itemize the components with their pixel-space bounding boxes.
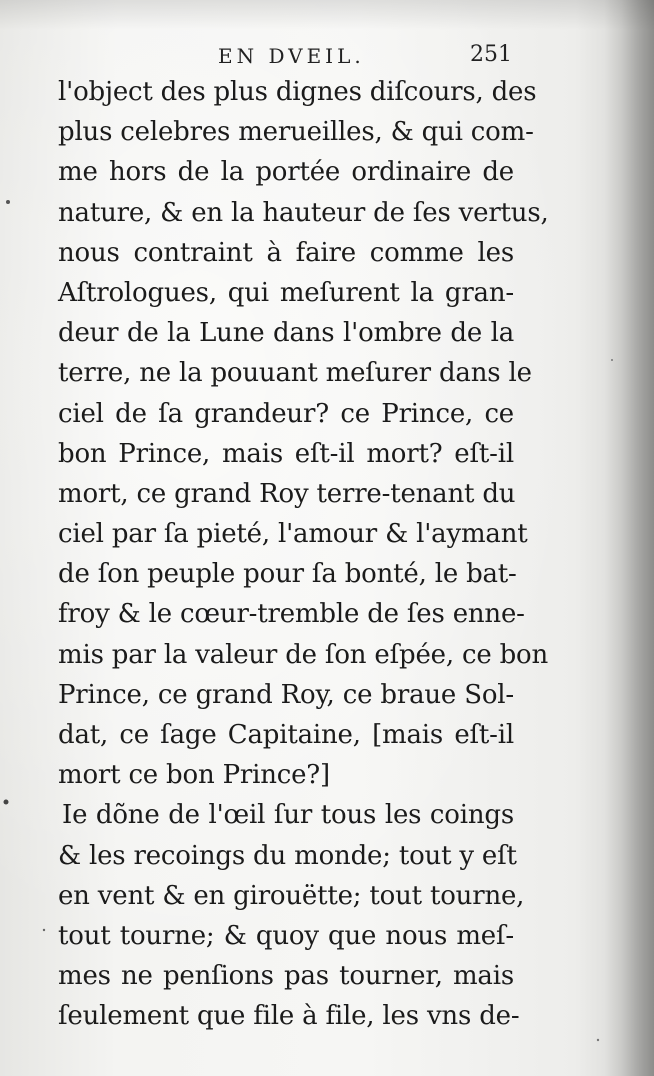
text-line: nature, & en la hauteur de ſes vertus, (58, 197, 549, 228)
text-line: & les recoings du monde; tout y eſt (58, 840, 517, 871)
paragraph-start-line: Ie dõne de l'œil ſur tous les coings (62, 800, 514, 831)
text-line: Prince, ce grand Roy, ce braue Sol- (58, 679, 514, 710)
page-edge-shadow (604, 0, 654, 1076)
text-line: nous contraint à faire comme les (58, 237, 514, 268)
text-line: plus celebres merueilles, & qui com- (58, 117, 534, 148)
text-line: de ſon peuple pour ſa bonté, le bat- (58, 559, 517, 590)
text-line: dat, ce ſage Capitaine, [mais eſt-il (58, 720, 514, 750)
text-line: mis par la valeur de ſon eſpée, ce bon (58, 639, 549, 670)
text-line: deur de la Lune dans l'ombre de la (58, 318, 514, 349)
text-line: mes ne penſions pas tourner, mais (58, 961, 514, 992)
page-header (0, 44, 654, 74)
page-number: 251 (470, 42, 512, 67)
text-line: en vent & en girouëtte; tout tourne, (58, 880, 525, 911)
text-line: ſeulement que file à file, les vns de- (58, 1001, 520, 1032)
running-head: EN DVEIL. (218, 44, 365, 68)
text-line: tout tourne; & quoy que nous meſ- (58, 920, 514, 951)
text-line: mort ce bon Prince?] (58, 760, 330, 791)
text-line: mort, ce grand Roy terre-tenant du (58, 478, 516, 509)
text-line: Aſtrologues, qui meſurent la gran- (58, 277, 514, 308)
top-edge-shadow (0, 0, 654, 30)
text-line: l'object des plus dignes diſcours, des (58, 77, 537, 107)
body-text (58, 72, 549, 1037)
text-line: bon Prince, mais eſt-il mort? eſt-il (58, 438, 514, 469)
text-line: ciel de ſa grandeur? ce Prince, ce (58, 398, 514, 429)
text-line: ciel par ſa pieté, l'amour & l'aymant (58, 519, 528, 550)
text-line: me hors de la portée ordinaire de (58, 157, 514, 188)
text-line: froy & le cœur-tremble de ſes enne- (58, 599, 525, 630)
text-line: terre, ne la pouuant meſurer dans le (58, 358, 532, 389)
